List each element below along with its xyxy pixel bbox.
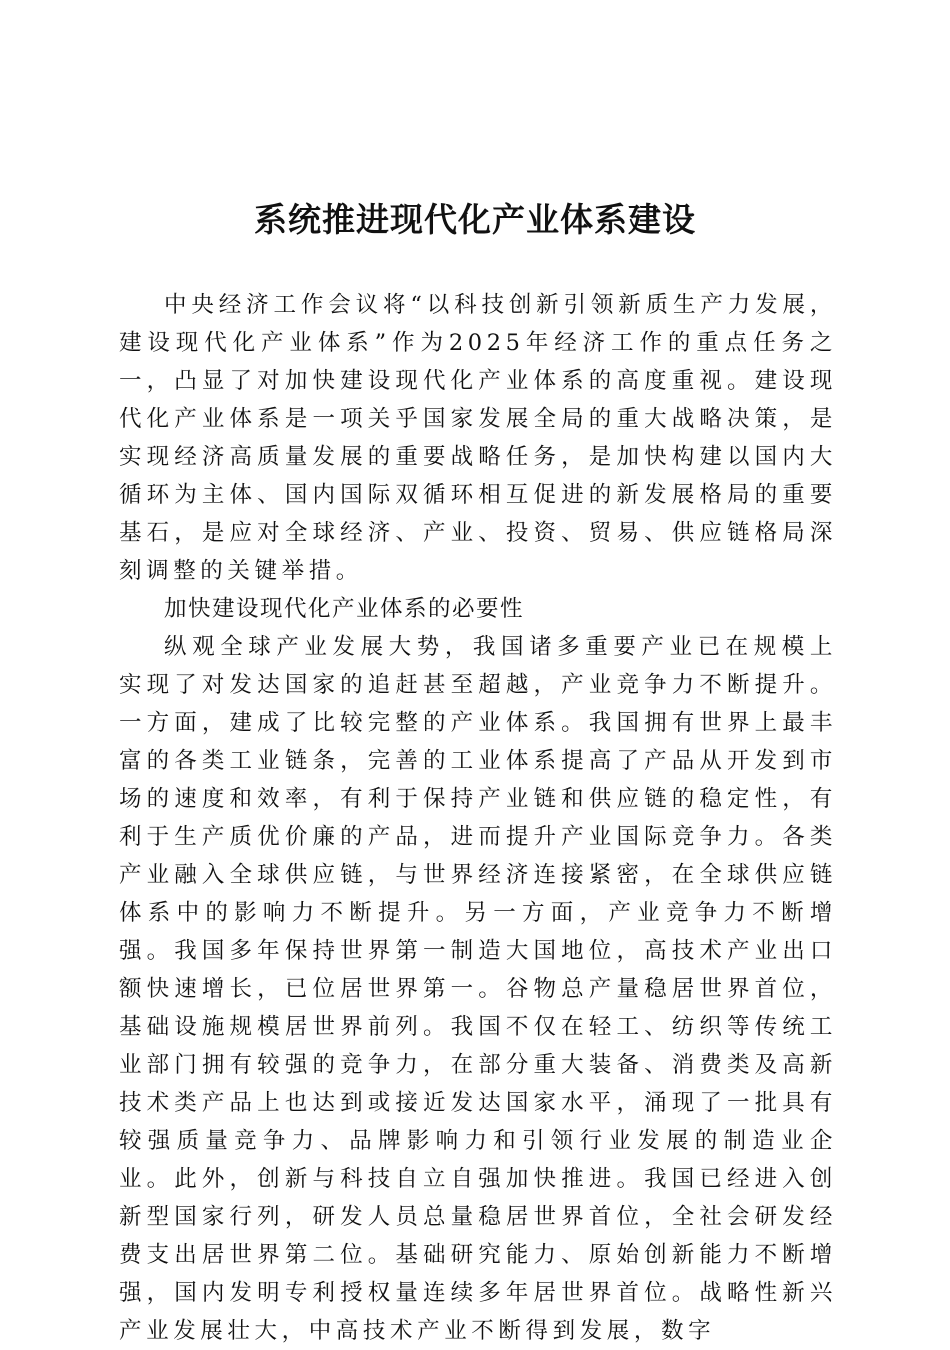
document-body — [119, 286, 837, 1350]
body-paragraph: 纵观全球产业发展大势，我国诸多重要产业已在规模上实现了对发达国家的追赶甚至超越，产业竞争力不断提升。一方面，建成了比较完整的产业体系。我国拥有世界上最丰富的各类工业链条，完善的工业体系提高了产品从开发到市场的速度和效率，有利于保持产业链和供应链的稳定性，有利于生产质优价廉的产品，进而提升产业国际竞争力。各类产业融入全球供应链，与世界经济连接紧密，在全球供应链体系中的影响力不断提升。另一方面，产业竞争力不断增强。我国多年保持世界第一制造大国地位，高技术产业出口额快速增长，已位居世界第一。谷物总产量稳居世界首位，基础设施规模居世界前列。我国不仅在轻工、纺织等传统工业部门拥有较强的竞争力，在部分重大装备、消费类及高新技术类产品上也达到或接近发达国家水平，涌现了一批具有较强质量竞争力、品牌影响力和引领行业发展的制造业企业。此外，创新与科技自立自强加快推进。我国已经进入创新型国家行列，研发人员总量稳居世界首位，全社会研发经费支出居世界第二位。基础研究能力、原始创新能力不断增强，国内发明专利授权量连续多年居世界首位。战略性新兴产业发展壮大，中高技术产业不断得到发展，数字 — [119, 634, 837, 1344]
intro-paragraph: 中央经济工作会议将“以科技创新引领新质生产力发展，建设现代化产业体系”作为2025年经济工作的重点任务之一，凸显了对加快建设现代化产业体系的高度重视。建设现代化产业体系是一项关乎国家发展全局的重大战略决策，是实现经济高质量发展的重要战略任务，是加快构建以国内大循环为主体、国内国际双循环相互促进的新发展格局的重要基石，是应对全球经济、产业、投资、贸易、供应链格局深刻调整的关键举措。 — [119, 292, 837, 584]
section-heading: 加快建设现代化产业体系的必要性 — [164, 596, 525, 622]
document-title: 系统推进现代化产业体系建设 — [254, 200, 696, 239]
